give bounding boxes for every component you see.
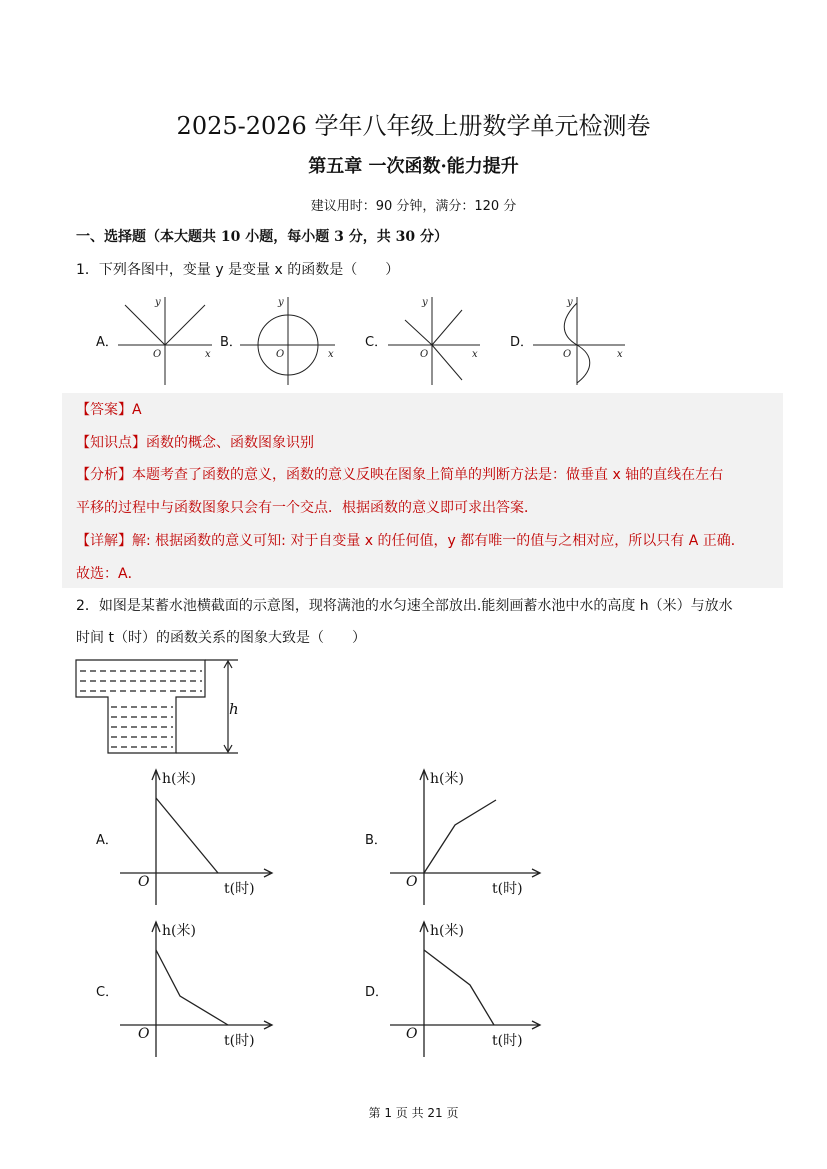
answer-tag: 【答案】: [76, 402, 132, 418]
q1-option-a-label: A．: [96, 335, 118, 350]
svg-text:x: x: [472, 349, 478, 360]
svg-text:O: O: [276, 349, 285, 360]
q2-a-origin: O: [138, 874, 150, 890]
analysis-text-2: 平移的过程中与函数图象只会有一个交点．根据函数的意义即可求出答案．: [76, 500, 538, 516]
q2-d-y-label: h(米): [430, 923, 464, 939]
q2-c-origin: O: [138, 1026, 150, 1042]
question-2-stem-1: 2．如图是某蓄水池横截面的示意图，现将满池的水匀速全部放出.能刻画蓄水池中水的高度 h（米）与放水: [76, 598, 733, 614]
q1-graph-d: [533, 297, 625, 385]
reservoir-diagram: [70, 655, 250, 760]
analysis-tag: 【分析】: [76, 467, 132, 483]
detail-text-2: 故选：A．: [76, 566, 142, 582]
detail-tag: 【详解】: [76, 533, 132, 549]
svg-text:x: x: [617, 349, 623, 360]
page-title: 2025-2026 学年八年级上册数学单元检测卷: [176, 112, 651, 140]
q1-option-c-label: C．: [365, 335, 388, 350]
svg-text:y: y: [155, 297, 161, 308]
q2-b-y-label: h(米): [430, 771, 464, 787]
q2-d-origin: O: [406, 1026, 418, 1042]
page-footer: 第 1 页 共 21 页: [368, 1106, 459, 1120]
q2-c-y-label: h(米): [162, 923, 196, 939]
answer-line: [76, 399, 142, 419]
svg-text:x: x: [328, 349, 334, 360]
knowledge-point-line: [76, 432, 314, 452]
kp-value: 函数的概念、函数图象识别: [146, 435, 314, 451]
q1-graph-a: [118, 297, 212, 385]
q1-graph-b: [240, 297, 335, 385]
q2-option-a-label: A．: [96, 833, 118, 848]
svg-text:O: O: [153, 349, 162, 360]
q2-graphs: [0, 760, 827, 1060]
svg-text:y: y: [278, 297, 284, 308]
svg-text:O: O: [563, 349, 572, 360]
svg-text:y: y: [567, 297, 573, 308]
q2-d-x-label: t(时): [492, 1033, 523, 1049]
detail-line: [76, 530, 745, 550]
kp-tag: 【知识点】: [76, 435, 146, 451]
question-1-stem: 1．下列各图中，变量 y 是变量 x 的函数是（ ）: [76, 262, 400, 278]
q2-a-y-label: h(米): [162, 771, 196, 787]
q2-option-b-label: B．: [365, 833, 387, 848]
q2-option-c-label: C．: [96, 985, 119, 1000]
q2-b-origin: O: [406, 874, 418, 890]
q2-b-x-label: t(时): [492, 881, 523, 897]
q1-option-d-label: D．: [510, 335, 534, 350]
q2-option-d-label: D．: [365, 985, 389, 1000]
page-subtitle: 第五章 一次函数·能力提升: [308, 156, 519, 177]
question-2-stem-2: 时间 t（时）的函数关系的图象大致是（ ）: [76, 630, 366, 646]
exam-info: 建议用时：90 分钟，满分：120 分: [310, 199, 517, 214]
answer-box: [62, 393, 783, 588]
answer-value: A: [132, 402, 142, 418]
tank-height-label: h: [229, 700, 239, 718]
svg-text:O: O: [420, 349, 429, 360]
q1-option-b-label: B．: [220, 335, 242, 350]
q1-graphs: [0, 285, 827, 390]
detail-text-1: 解: 根据函数的意义可知: 对于自变量 x 的任何值，y 都有唯一的值与之相对应，所以只有 A 正确．: [132, 533, 745, 549]
q2-c-x-label: t(时): [224, 1033, 255, 1049]
q2-a-x-label: t(时): [224, 881, 255, 897]
analysis-text-1: 本题考查了函数的意义，函数的意义反映在图象上简单的判断方法是：做垂直 x 轴的直线在左右: [132, 467, 724, 483]
svg-text:x: x: [205, 349, 211, 360]
q1-graph-c: [388, 297, 480, 385]
analysis-line: [76, 464, 723, 484]
section-heading: 一、选择题（本大题共 10 小题，每小题 3 分，共 30 分）: [76, 229, 448, 245]
svg-text:y: y: [422, 297, 428, 308]
